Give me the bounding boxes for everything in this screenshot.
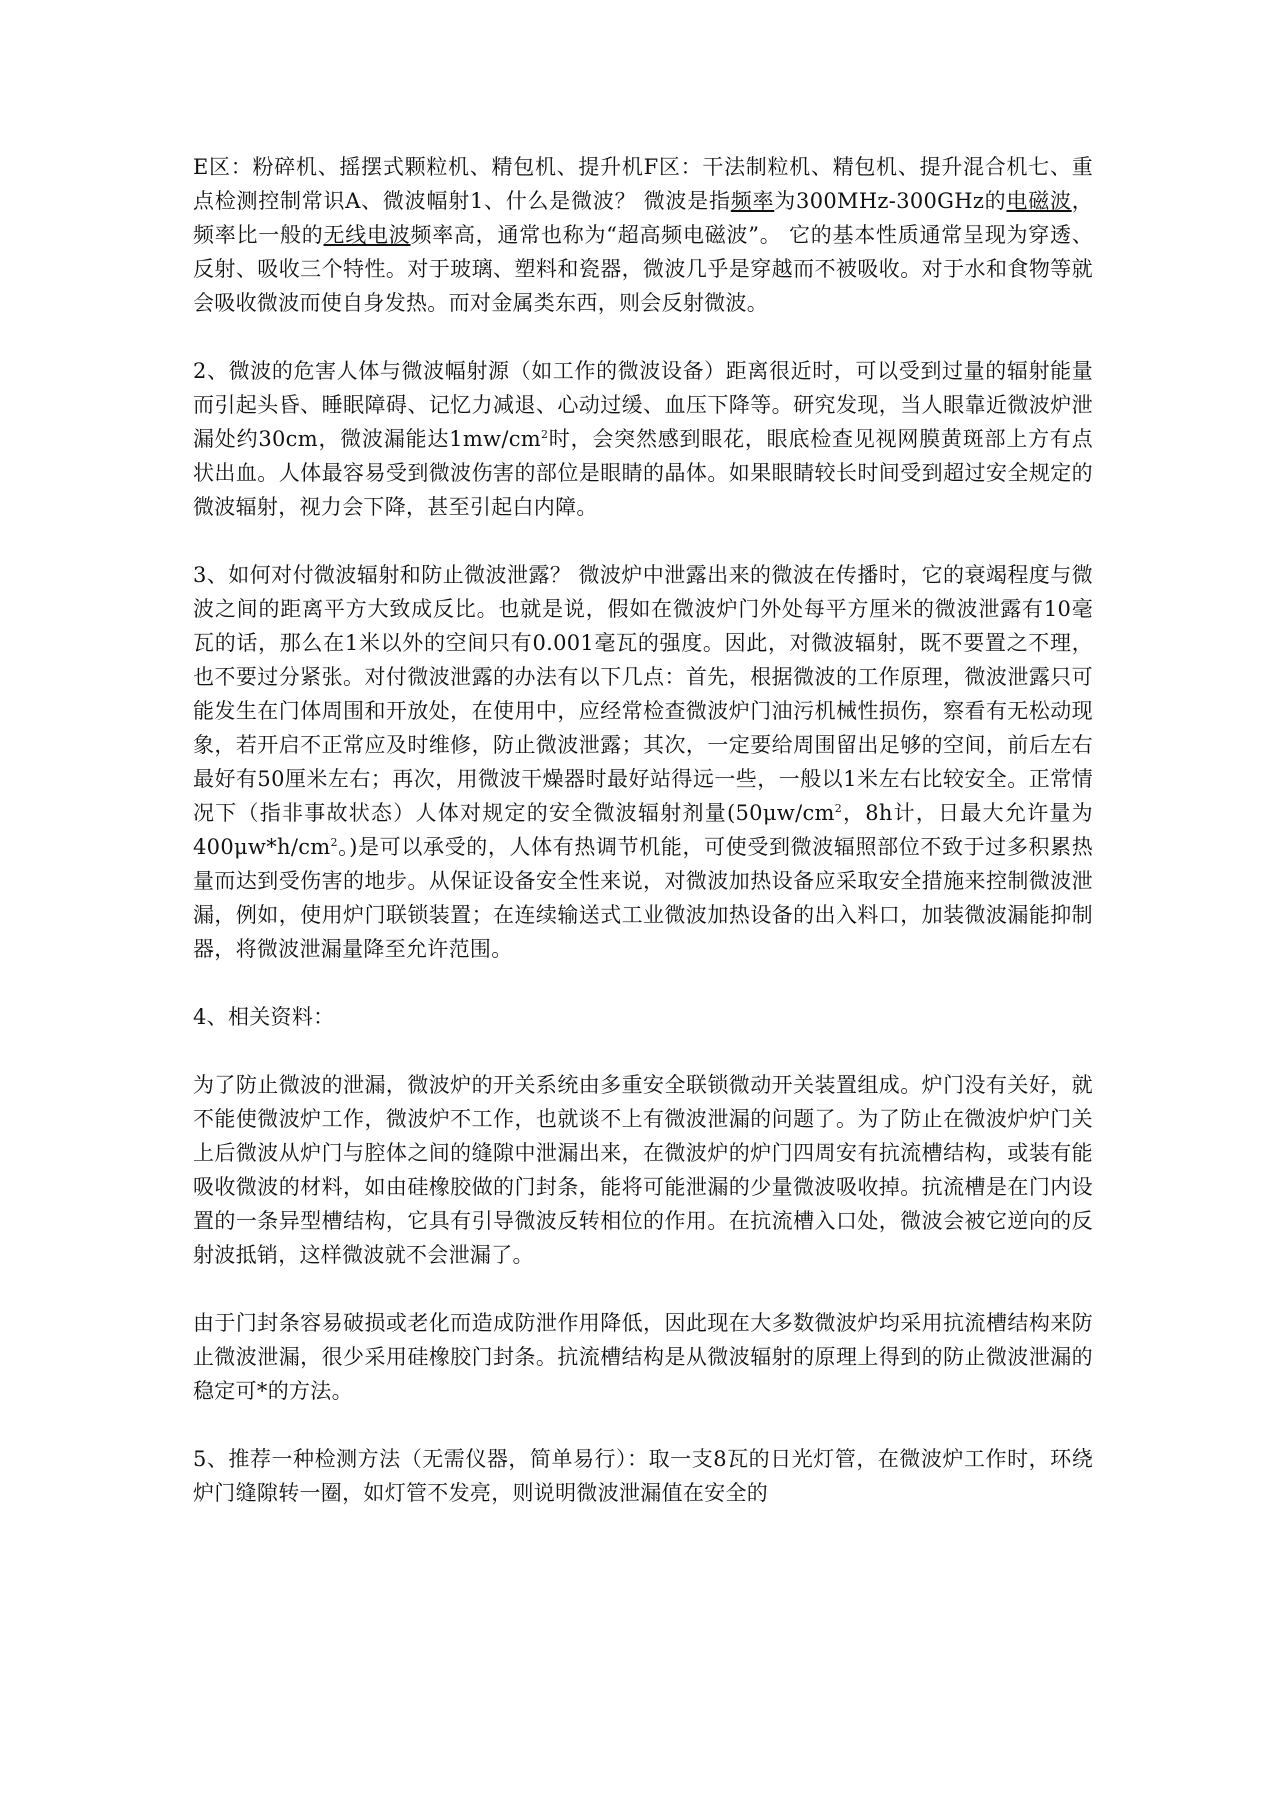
paragraph-related-info-heading: 4、相关资料： <box>193 1005 335 1029</box>
paragraph-microwave-hazards <box>193 354 1093 524</box>
paragraph-leak-prevention <box>193 558 1093 966</box>
paragraph-choke-groove: 由于门封条容易破损或老化而造成防泄作用降低，因此现在大多数微波炉均采用抗流槽结构来防止微波泄漏，很少采用硅橡胶门封条。抗流槽结构是从微波辐射的原理上得到的防止微波泄漏的稳定可*的方法。 <box>193 1311 1093 1403</box>
paragraph-microwave-definition <box>193 150 1093 320</box>
text-run: 3、如何对付微波辐射和防止微波泄露？ 微波炉中泄露出来的微波在传播时，它的衰竭程度与微波之间的距离平方大致成反比。也就是说，假如在微波炉门外处每平方厘米的微波泄露有10毫瓦的话，那么在1米以外的空间只有0.001毫瓦的强度。因此，对微波辐射，既不要置之不理，也不要过分紧张。对付微波泄露的办法有以下几点：首先，根据微波的工作原理，微波泄露只可能发生在门体周围和开放处，在使用中，应经常检查微波炉门油污机械性损伤，察看有无松动现象，若开启不正常应及时维修，防止微波泄露；其次，一定要给周围留出足够的空间，前后左右最好有50厘米左右；再次，用微波干燥器时最好站得远一些，一般以1米左右比较安全。正常情况下（指非事故状态）人体对规定的安全微波辐射剂量(50μw/cm <box>193 563 1093 825</box>
link-radio-wave[interactable]: 无线电波 <box>323 223 411 247</box>
document-page <box>193 150 1093 1510</box>
paragraph-detection-method: 5、推荐一种检测方法（无需仪器，简单易行）：取一支8瓦的日光灯管，在微波炉工作时，环绕炉门缝隙转一圈，如灯管不发亮，则说明微波泄漏值在安全的 <box>193 1447 1093 1505</box>
text-run: 。)是可以承受的，人体有热调节机能，可使受到微波辐照部位不致于过多积累热量而达到受伤害的地步。从保证设备安全性来说，对微波加热设备应采取安全措施来控制微波泄漏，例如，使用炉门联锁装置；在连续输送式工业微波加热设备的出入料口，加装微波漏能抑制器，将微波泄漏量降至允许范围。 <box>193 835 1093 961</box>
superscript: 2 <box>834 802 843 815</box>
text-run: 频率高，通常也称为“超高频电磁波”。 它的基本性质通常呈现为穿透、反射、吸收三个特性。对于玻璃、塑料和瓷器，微波几乎是穿越而不被吸收。对于水和食物等就会吸收微波而使自身发热。而对金属类东西，则会反射微波。 <box>193 223 1094 315</box>
link-electromagnetic-wave[interactable]: 电磁波 <box>1006 189 1072 213</box>
text-run: E区：粉碎机、摇摆式颗粒机、精包机、提升机F区：干法制粒机、精包机、提升混合机七、重点检测控制常识A、微波幅射1、什么是微波？ 微波是指 <box>193 155 1093 213</box>
text-run: 为300MHz-300GHz的 <box>774 189 1007 213</box>
link-frequency[interactable]: 频率 <box>730 189 775 213</box>
paragraph-safety-interlock: 为了防止微波的泄漏，微波炉的开关系统由多重安全联锁微动开关装置组成。炉门没有关好，就不能使微波炉工作，微波炉不工作，也就谈不上有微波泄漏的问题了。为了防止在微波炉炉门关上后微波从炉门与腔体之间的缝隙中泄漏出来，在微波炉的炉门四周安有抗流槽结构，或装有能吸收微波的材料，如由硅橡胶做的门封条，能将可能泄漏的少量微波吸收掉。抗流槽是在门内设置的一条异型槽结构，它具有引导微波反转相位的作用。在抗流槽入口处，微波会被它逆向的反射波抵销，这样微波就不会泄漏了。 <box>193 1073 1093 1267</box>
text-run: 2、微波的危害人体与微波幅射源（如工作的微波设备）距离很近时，可以受到过量的辐射能量而引起头昏、睡眠障碍、记忆力减退、心动过缓、血压下降等。研究发现，当人眼靠近微波炉泄漏处约30cm，微波漏能达1mw/cm <box>193 359 1093 451</box>
text-run: ，频率比一般的 <box>193 189 1094 247</box>
superscript: 2 <box>330 836 338 849</box>
text-run: ，8h计，日最大允许量为400μw*h/cm <box>193 801 1093 859</box>
superscript: 2 <box>540 428 549 441</box>
text-run: 时，会突然感到眼花，眼底检查见视网膜黄斑部上方有点状出血。人体最容易受到微波伤害的部位是眼睛的晶体。如果眼睛较长时间受到超过安全规定的微波辐射，视力会下降，甚至引起白内障。 <box>193 427 1094 519</box>
